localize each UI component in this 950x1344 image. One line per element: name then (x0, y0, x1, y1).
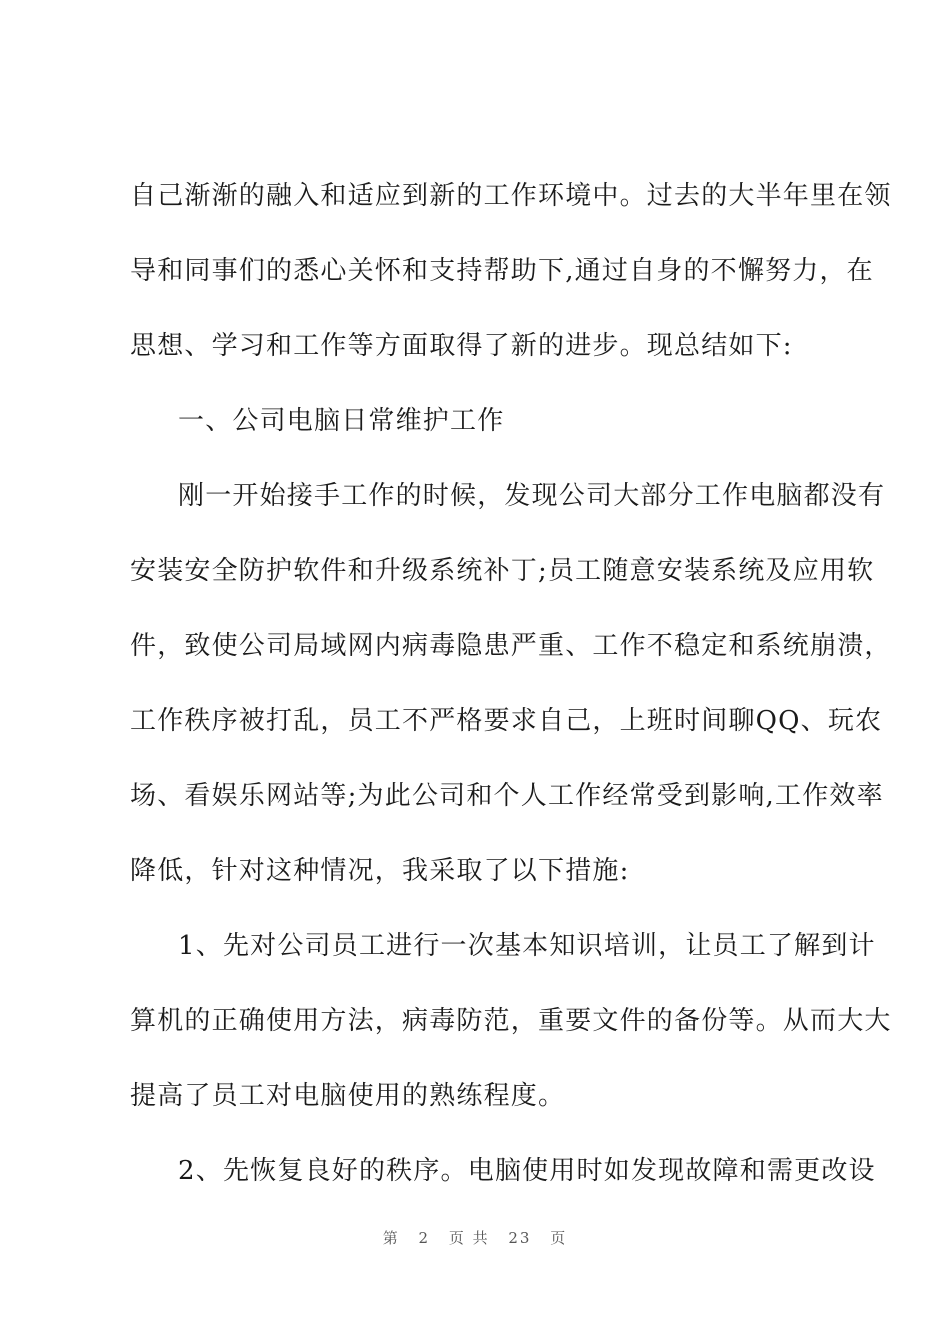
text-line: 场、看娱乐网站等;为此公司和个人工作经常受到影响,工作效率 (130, 781, 884, 811)
footer-page-number: 2 (418, 1229, 431, 1247)
text-line: 算机的正确使用方法，病毒防范，重要文件的备份等。从而大大 (130, 1006, 892, 1036)
text-line: 降低，针对这种情况，我采取了以下措施: (130, 856, 630, 886)
list-item-text: 1、先对公司员工进行一次基本知识培训，让员工了解到计 (178, 931, 876, 961)
text-line: 提高了员工对电脑使用的熟练程度。 (130, 1081, 566, 1111)
footer-total-pages: 23 (508, 1229, 532, 1247)
list-item-text: 2、先恢复良好的秩序。电脑使用时如发现故障和需更改设 (178, 1156, 876, 1186)
footer-suffix: 页 (550, 1229, 568, 1247)
page-footer (0, 1227, 950, 1248)
text-line: 工作秩序被打乱，员工不严格要求自己，上班时间聊QQ、玩农 (130, 706, 883, 736)
text-line: 刚一开始接手工作的时候，发现公司大部分工作电脑都没有 (178, 481, 886, 511)
section-heading: 一、公司电脑日常维护工作 (178, 406, 505, 436)
footer-prefix: 第 (382, 1229, 400, 1247)
text-line: 安装安全防护软件和升级系统补丁;员工随意安装系统及应用软 (130, 556, 875, 586)
text-line: 思想、学习和工作等方面取得了新的进步。现总结如下: (130, 331, 793, 361)
footer-middle: 页 共 (448, 1229, 490, 1247)
text-line: 自己渐渐的融入和适应到新的工作环境中。过去的大半年里在领 (130, 181, 892, 211)
text-line: 导和同事们的悉心关怀和支持帮助下,通过自身的不懈努力，在 (130, 256, 874, 286)
text-line: 件，致使公司局域网内病毒隐患严重、工作不稳定和系统崩溃， (130, 631, 892, 661)
